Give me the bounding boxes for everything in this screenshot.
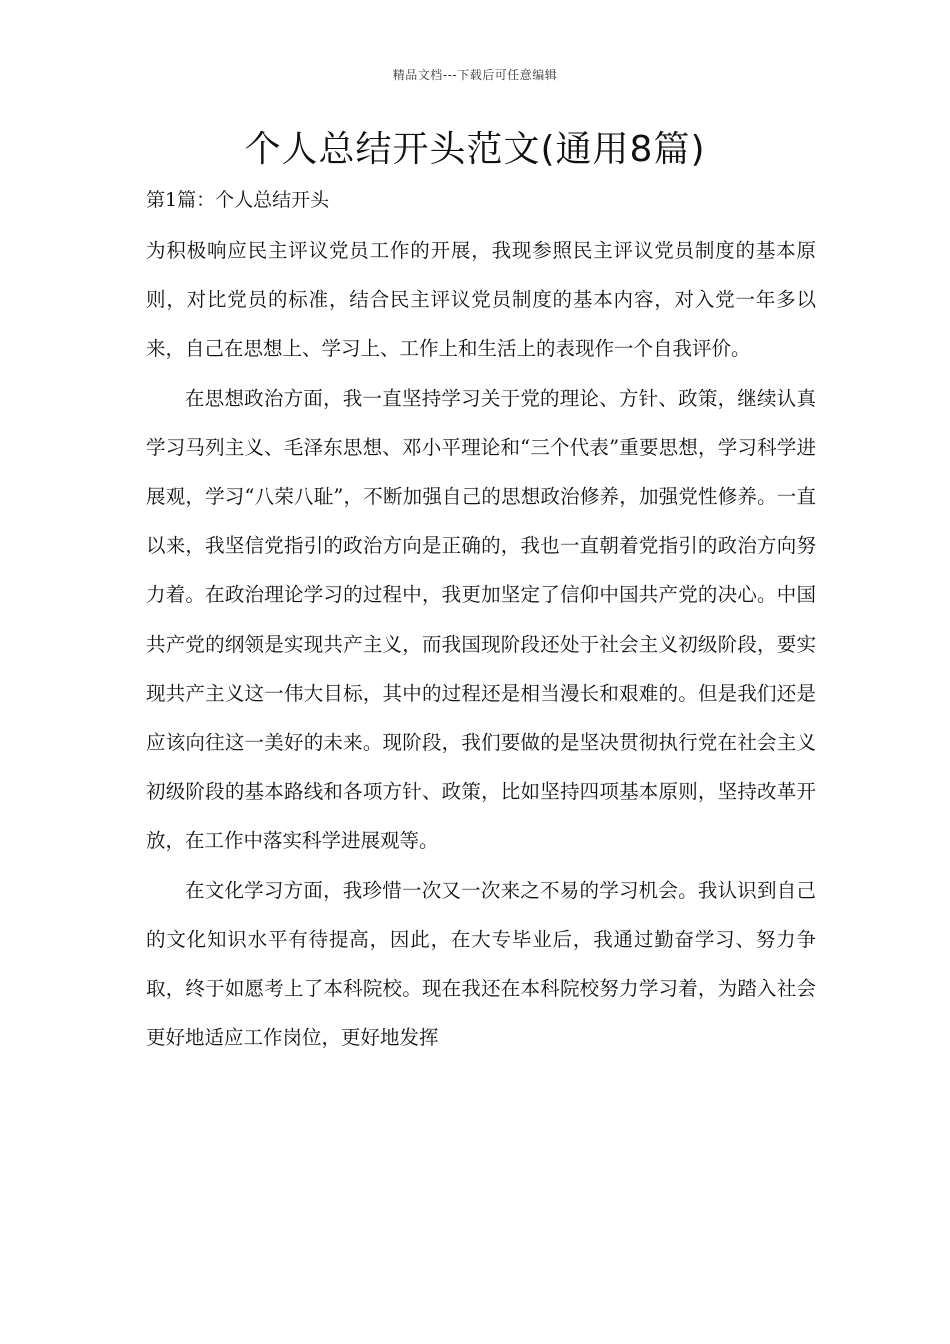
document-title: 个人总结开头范文(通用8篇) [244,129,706,170]
paragraph: 为积极响应民主评议党员工作的开展，我现参照民主评议党员制度的基本原则，对比党员的标准，结合民主评议党员制度的基本内容，对入党一年多以来，自己在思想上、学习上、工作上和生活上的表现作一个自我评价。 [146,239,816,361]
header-note: 精品文档---下载后可任意编辑 [392,68,558,82]
section-heading: 第1篇：个人总结开头 [146,189,330,211]
paragraph: 在思想政治方面，我一直坚持学习关于党的理论、方针、政策，继续认真学习马列主义、毛泽东思想、邓小平理论和“三个代表”重要思想，学习科学进展观，学习“八荣八耻”，不断加强自己的思想政治修养，加强党性修养。一直以来，我坚信党指引的政治方向是正确的，我也一直朝着党指引的政治方向努力着。在政治理论学习的过程中，我更加坚定了信仰中国共产党的决心。中国共产党的纲领是实现共产主义，而我国现阶段还处于社会主义初级阶段，要实现共产主义这一伟大目标，其中的过程还是相当漫长和艰难的。但是我们还是应该向往这一美好的未来。现阶段，我们要做的是坚决贯彻执行党在社会主义初级阶段的基本路线和各项方针、政策，比如坚持四项基本原则，坚持改革开放，在工作中落实科学进展观等。 [146,386,816,853]
paragraph: 在文化学习方面，我珍惜一次又一次来之不易的学习机会。我认识到自己的文化知识水平有待提高，因此，在大专毕业后，我通过勤奋学习、努力争取，终于如愿考上了本科院校。现在我还在本科院校努力学习着，为踏入社会更好地适应工作岗位，更好地发挥 [146,878,816,1050]
document-body [146,226,816,1062]
